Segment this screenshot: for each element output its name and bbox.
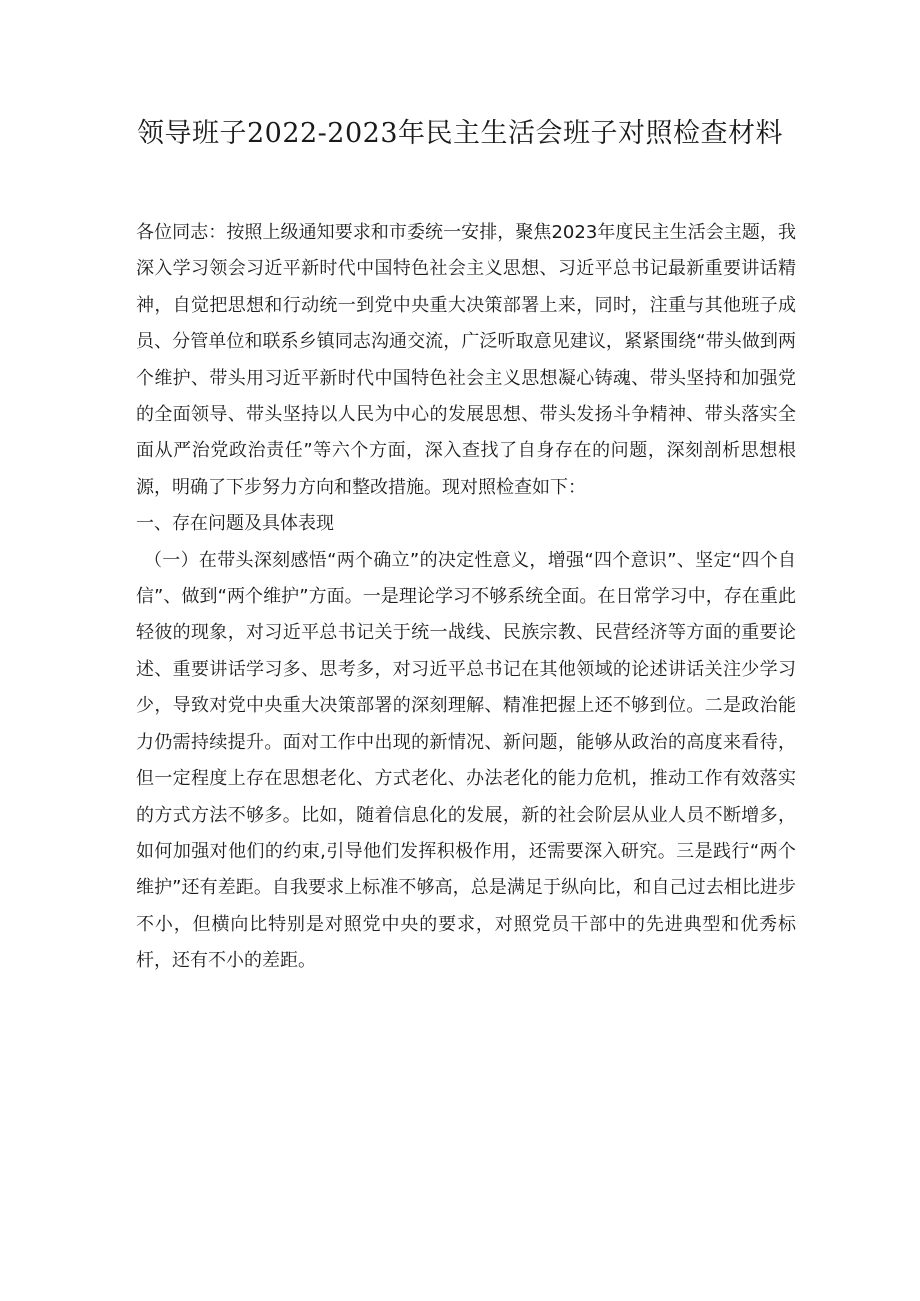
section-heading-problems: 一、存在问题及具体表现 [136,513,334,535]
intro-paragraph: 各位同志：按照上级通知要求和市委统一安排，聚焦2023年度民主生活会主题，我深入学习领会习近平新时代中国特色社会主义思想、习近平总书记最新重要讲话精神，自觉把思想和行动统一到党中央重大决策部署上来，同时，注重与其他班子成员、分管单位和联系乡镇同志沟通交流，广泛听取意见建议，紧紧围绕“带头做到两个维护、带头用习近平新时代中国特色社会主义思想凝心铸魂、带头坚持和加强党的全面领导、带头坚持以人民为中心的发展思想、带头发扬斗争精神、带头落实全面从严治党政治责任”等六个方面，深入查找了自身存在的问题，深刻剖析思想根源，明确了下步努力方向和整改措施。现对照检查如下： [136,222,796,498]
document-title: 领导班子2022-2023年民主生活会班子对照检查材料 [136,118,784,149]
document-body [136,215,796,980]
section-item-paragraph: （一）在带头深刻感悟“两个确立”的决定性意义，增强“四个意识”、坚定“四个自信”、做到“两个维护”方面。一是理论学习不够系统全面。在日常学习中，存在重此轻彼的现象，对习近平总书记关于统一战线、民族宗教、民营经济等方面的重要论述、重要讲话学习多、思考多，对习近平总书记在其他领域的论述讲话关注少学习少，导致对党中央重大决策部署的深刻理解、精准把握上还不够到位。二是政治能力仍需持续提升。面对工作中出现的新情况、新问题，能够从政治的高度来看待，但一定程度上存在思想老化、方式老化、办法老化的能力危机，推动工作有效落实的方式方法不够多。比如，随着信息化的发展，新的社会阶层从业人员不断增多，如何加强对他们的约束,引导他们发挥积极作用，还需要深入研究。三是践行“两个维护”还有差距。自我要求上标准不够高，总是满足于纵向比，和自己过去相比进步不小，但横向比特别是对照党中央的要求，对照党员干部中的先进典型和优秀标杆，还有不小的差距。 [136,549,796,972]
